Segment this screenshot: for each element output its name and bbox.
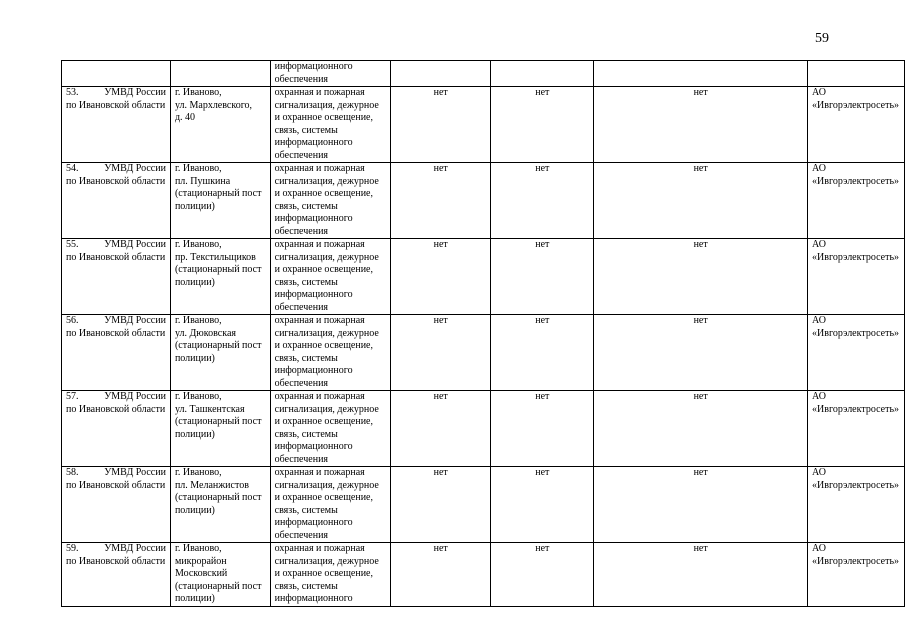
operator-line: «Ивгорэлектросеть» [812, 251, 900, 263]
address-line: (стационарный пост [174, 188, 262, 199]
cell-address [170, 391, 270, 467]
systems-line: и охранное освещение, [274, 492, 373, 503]
cell-col5 [491, 87, 594, 163]
cell-systems [270, 467, 390, 543]
row-number: 59. [66, 543, 79, 554]
cell-operator [808, 543, 905, 607]
value-no: нет [433, 467, 448, 478]
row-number: 57. [66, 391, 79, 402]
operator-line: АО [812, 239, 826, 250]
value-no: нет [535, 543, 550, 554]
cell-org [62, 391, 171, 467]
org-name: УМВД России [104, 467, 166, 478]
address-line: Московский [174, 568, 228, 579]
operator-line: «Ивгорэлектросеть» [812, 479, 900, 491]
org-name: УМВД России [104, 391, 166, 402]
operator-line: АО [812, 391, 826, 402]
cell-col6 [594, 467, 808, 543]
cell-org [62, 543, 171, 607]
systems-line: охранная и пожарная [274, 87, 365, 98]
address-line: полиции) [174, 352, 215, 364]
systems-line: информационного [274, 593, 353, 604]
address-line: полиции) [174, 504, 215, 516]
value-no: нет [535, 391, 550, 402]
cell-address [170, 87, 270, 163]
cell-col4 [391, 315, 491, 391]
value-no: нет [433, 543, 448, 554]
cell-operator [808, 391, 905, 467]
page-number: 59 [815, 31, 829, 46]
row-number: 58. [66, 467, 79, 478]
systems-line: обеспечения [274, 453, 329, 465]
cell-address [170, 61, 270, 87]
cell-address [170, 543, 270, 607]
org-name: УМВД России [104, 163, 166, 174]
systems-line: охранная и пожарная [274, 543, 365, 554]
org-region: по Ивановской области [66, 99, 166, 111]
cell-operator [808, 315, 905, 391]
cell-col6 [594, 61, 808, 87]
cell-col6 [594, 163, 808, 239]
cell-col4 [391, 163, 491, 239]
cell-systems [270, 61, 390, 87]
systems-line: связь, системы [274, 276, 338, 288]
facilities-table [61, 60, 905, 607]
systems-line: и охранное освещение, [274, 112, 373, 123]
row-number: 56. [66, 315, 79, 326]
cell-operator [808, 87, 905, 163]
systems-line: связь, системы [274, 124, 338, 136]
cell-systems [270, 163, 390, 239]
value-no: нет [535, 87, 550, 98]
row-number: 55. [66, 239, 79, 250]
cell-operator [808, 163, 905, 239]
address-line: ул. Ташкентская [174, 403, 245, 415]
row-number: 53. [66, 87, 79, 98]
address-line: (стационарный пост [174, 264, 262, 275]
systems-line: охранная и пожарная [274, 163, 365, 174]
cell-col6 [594, 543, 808, 607]
cell-col4 [391, 543, 491, 607]
systems-line: обеспечения [274, 377, 329, 389]
operator-line: «Ивгорэлектросеть» [812, 175, 900, 187]
cell-address [170, 315, 270, 391]
address-line: ул. Дюковская [174, 327, 236, 339]
systems-line: и охранное освещение, [274, 568, 373, 579]
operator-line: АО [812, 87, 826, 98]
cell-org [62, 467, 171, 543]
address-line: г. Иваново, [174, 467, 222, 478]
address-line: г. Иваново, [174, 87, 222, 98]
cell-operator [808, 61, 905, 87]
value-no: нет [535, 315, 550, 326]
cell-col5 [491, 315, 594, 391]
cell-systems [270, 391, 390, 467]
address-line: (стационарный пост [174, 416, 262, 427]
systems-line: сигнализация, дежурное [274, 175, 379, 187]
systems-line: сигнализация, дежурное [274, 99, 379, 111]
address-line: д. 40 [174, 112, 196, 123]
operator-line: АО [812, 315, 826, 326]
value-no: нет [693, 239, 708, 250]
systems-line: сигнализация, дежурное [274, 479, 379, 491]
value-no: нет [535, 239, 550, 250]
systems-line: сигнализация, дежурное [274, 327, 379, 339]
value-no: нет [433, 163, 448, 174]
value-no: нет [693, 163, 708, 174]
systems-line: информационного [274, 61, 353, 72]
org-region: по Ивановской области [66, 251, 166, 263]
address-line: пл. Пушкина [174, 175, 231, 187]
address-line: (стационарный пост [174, 580, 262, 592]
address-line: пл. Меланжистов [174, 479, 249, 491]
table-row [62, 543, 905, 607]
systems-line: сигнализация, дежурное [274, 403, 379, 415]
cell-systems [270, 543, 390, 607]
systems-line: информационного [274, 365, 353, 376]
cell-col4 [391, 61, 491, 87]
address-line: (стационарный пост [174, 340, 262, 351]
operator-line: АО [812, 163, 826, 174]
cell-col5 [491, 543, 594, 607]
address-line: полиции) [174, 200, 215, 212]
systems-line: и охранное освещение, [274, 416, 373, 427]
table-row [62, 163, 905, 239]
org-region: по Ивановской области [66, 327, 166, 339]
systems-line: информационного [274, 289, 353, 300]
systems-line: связь, системы [274, 352, 338, 364]
systems-line: охранная и пожарная [274, 467, 365, 478]
operator-line: АО [812, 543, 826, 554]
systems-line: охранная и пожарная [274, 391, 365, 402]
row-number: 54. [66, 163, 79, 174]
cell-org [62, 87, 171, 163]
cell-col6 [594, 391, 808, 467]
address-line: полиции) [174, 276, 215, 288]
cell-col5 [491, 239, 594, 315]
systems-line: обеспечения [274, 73, 329, 85]
value-no: нет [693, 391, 708, 402]
systems-line: обеспечения [274, 149, 329, 161]
org-region: по Ивановской области [66, 175, 166, 187]
value-no: нет [433, 87, 448, 98]
table-row [62, 87, 905, 163]
cell-col4 [391, 239, 491, 315]
cell-org [62, 239, 171, 315]
cell-address [170, 163, 270, 239]
value-no: нет [693, 467, 708, 478]
cell-col6 [594, 315, 808, 391]
value-no: нет [693, 543, 708, 554]
address-line: микрорайон [174, 555, 227, 567]
cell-col5 [491, 467, 594, 543]
operator-line: «Ивгорэлектросеть» [812, 99, 900, 111]
cell-address [170, 467, 270, 543]
org-name: УМВД России [104, 543, 166, 554]
systems-line: и охранное освещение, [274, 188, 373, 199]
systems-line: охранная и пожарная [274, 315, 365, 326]
systems-line: связь, системы [274, 504, 338, 516]
value-no: нет [693, 315, 708, 326]
systems-line: связь, системы [274, 580, 338, 592]
operator-line: «Ивгорэлектросеть» [812, 555, 900, 567]
operator-line: АО [812, 467, 826, 478]
org-region: по Ивановской области [66, 479, 166, 491]
address-line: г. Иваново, [174, 391, 222, 402]
address-line: ул. Мархлевского, [174, 99, 253, 111]
address-line: г. Иваново, [174, 239, 222, 250]
table-row [62, 315, 905, 391]
address-line: г. Иваново, [174, 543, 222, 554]
cell-systems [270, 87, 390, 163]
value-no: нет [693, 87, 708, 98]
continuation-row [62, 61, 905, 87]
address-line: полиции) [174, 428, 215, 440]
cell-systems [270, 239, 390, 315]
systems-line: связь, системы [274, 428, 338, 440]
cell-org [62, 61, 171, 87]
address-line: г. Иваново, [174, 163, 222, 174]
cell-col4 [391, 467, 491, 543]
table-row [62, 467, 905, 543]
address-line: полиции) [174, 593, 215, 604]
address-line: (стационарный пост [174, 492, 262, 503]
cell-org [62, 315, 171, 391]
value-no: нет [535, 467, 550, 478]
cell-col5 [491, 391, 594, 467]
systems-line: информационного [274, 213, 353, 224]
cell-col6 [594, 87, 808, 163]
org-name: УМВД России [104, 239, 166, 250]
cell-col5 [491, 163, 594, 239]
systems-line: сигнализация, дежурное [274, 555, 379, 567]
cell-org [62, 163, 171, 239]
systems-line: охранная и пожарная [274, 239, 365, 250]
systems-line: и охранное освещение, [274, 264, 373, 275]
systems-line: обеспечения [274, 529, 329, 541]
operator-line: «Ивгорэлектросеть» [812, 327, 900, 339]
cell-operator [808, 467, 905, 543]
systems-line: информационного [274, 517, 353, 528]
value-no: нет [433, 315, 448, 326]
table-row [62, 239, 905, 315]
cell-operator [808, 239, 905, 315]
systems-line: связь, системы [274, 200, 338, 212]
cell-col6 [594, 239, 808, 315]
operator-line: «Ивгорэлектросеть» [812, 403, 900, 415]
org-name: УМВД России [104, 315, 166, 326]
cell-col5 [491, 61, 594, 87]
systems-line: обеспечения [274, 225, 329, 237]
org-region: по Ивановской области [66, 403, 166, 415]
value-no: нет [433, 239, 448, 250]
systems-line: обеспечения [274, 301, 329, 313]
address-line: пр. Текстильщиков [174, 251, 256, 263]
systems-line: и охранное освещение, [274, 340, 373, 351]
systems-line: информационного [274, 441, 353, 452]
org-name: УМВД России [104, 87, 166, 98]
value-no: нет [433, 391, 448, 402]
org-region: по Ивановской области [66, 555, 166, 567]
value-no: нет [535, 163, 550, 174]
cell-address [170, 239, 270, 315]
cell-col4 [391, 391, 491, 467]
address-line: г. Иваново, [174, 315, 222, 326]
cell-col4 [391, 87, 491, 163]
cell-systems [270, 315, 390, 391]
table-row [62, 391, 905, 467]
systems-line: информационного [274, 137, 353, 148]
systems-line: сигнализация, дежурное [274, 251, 379, 263]
